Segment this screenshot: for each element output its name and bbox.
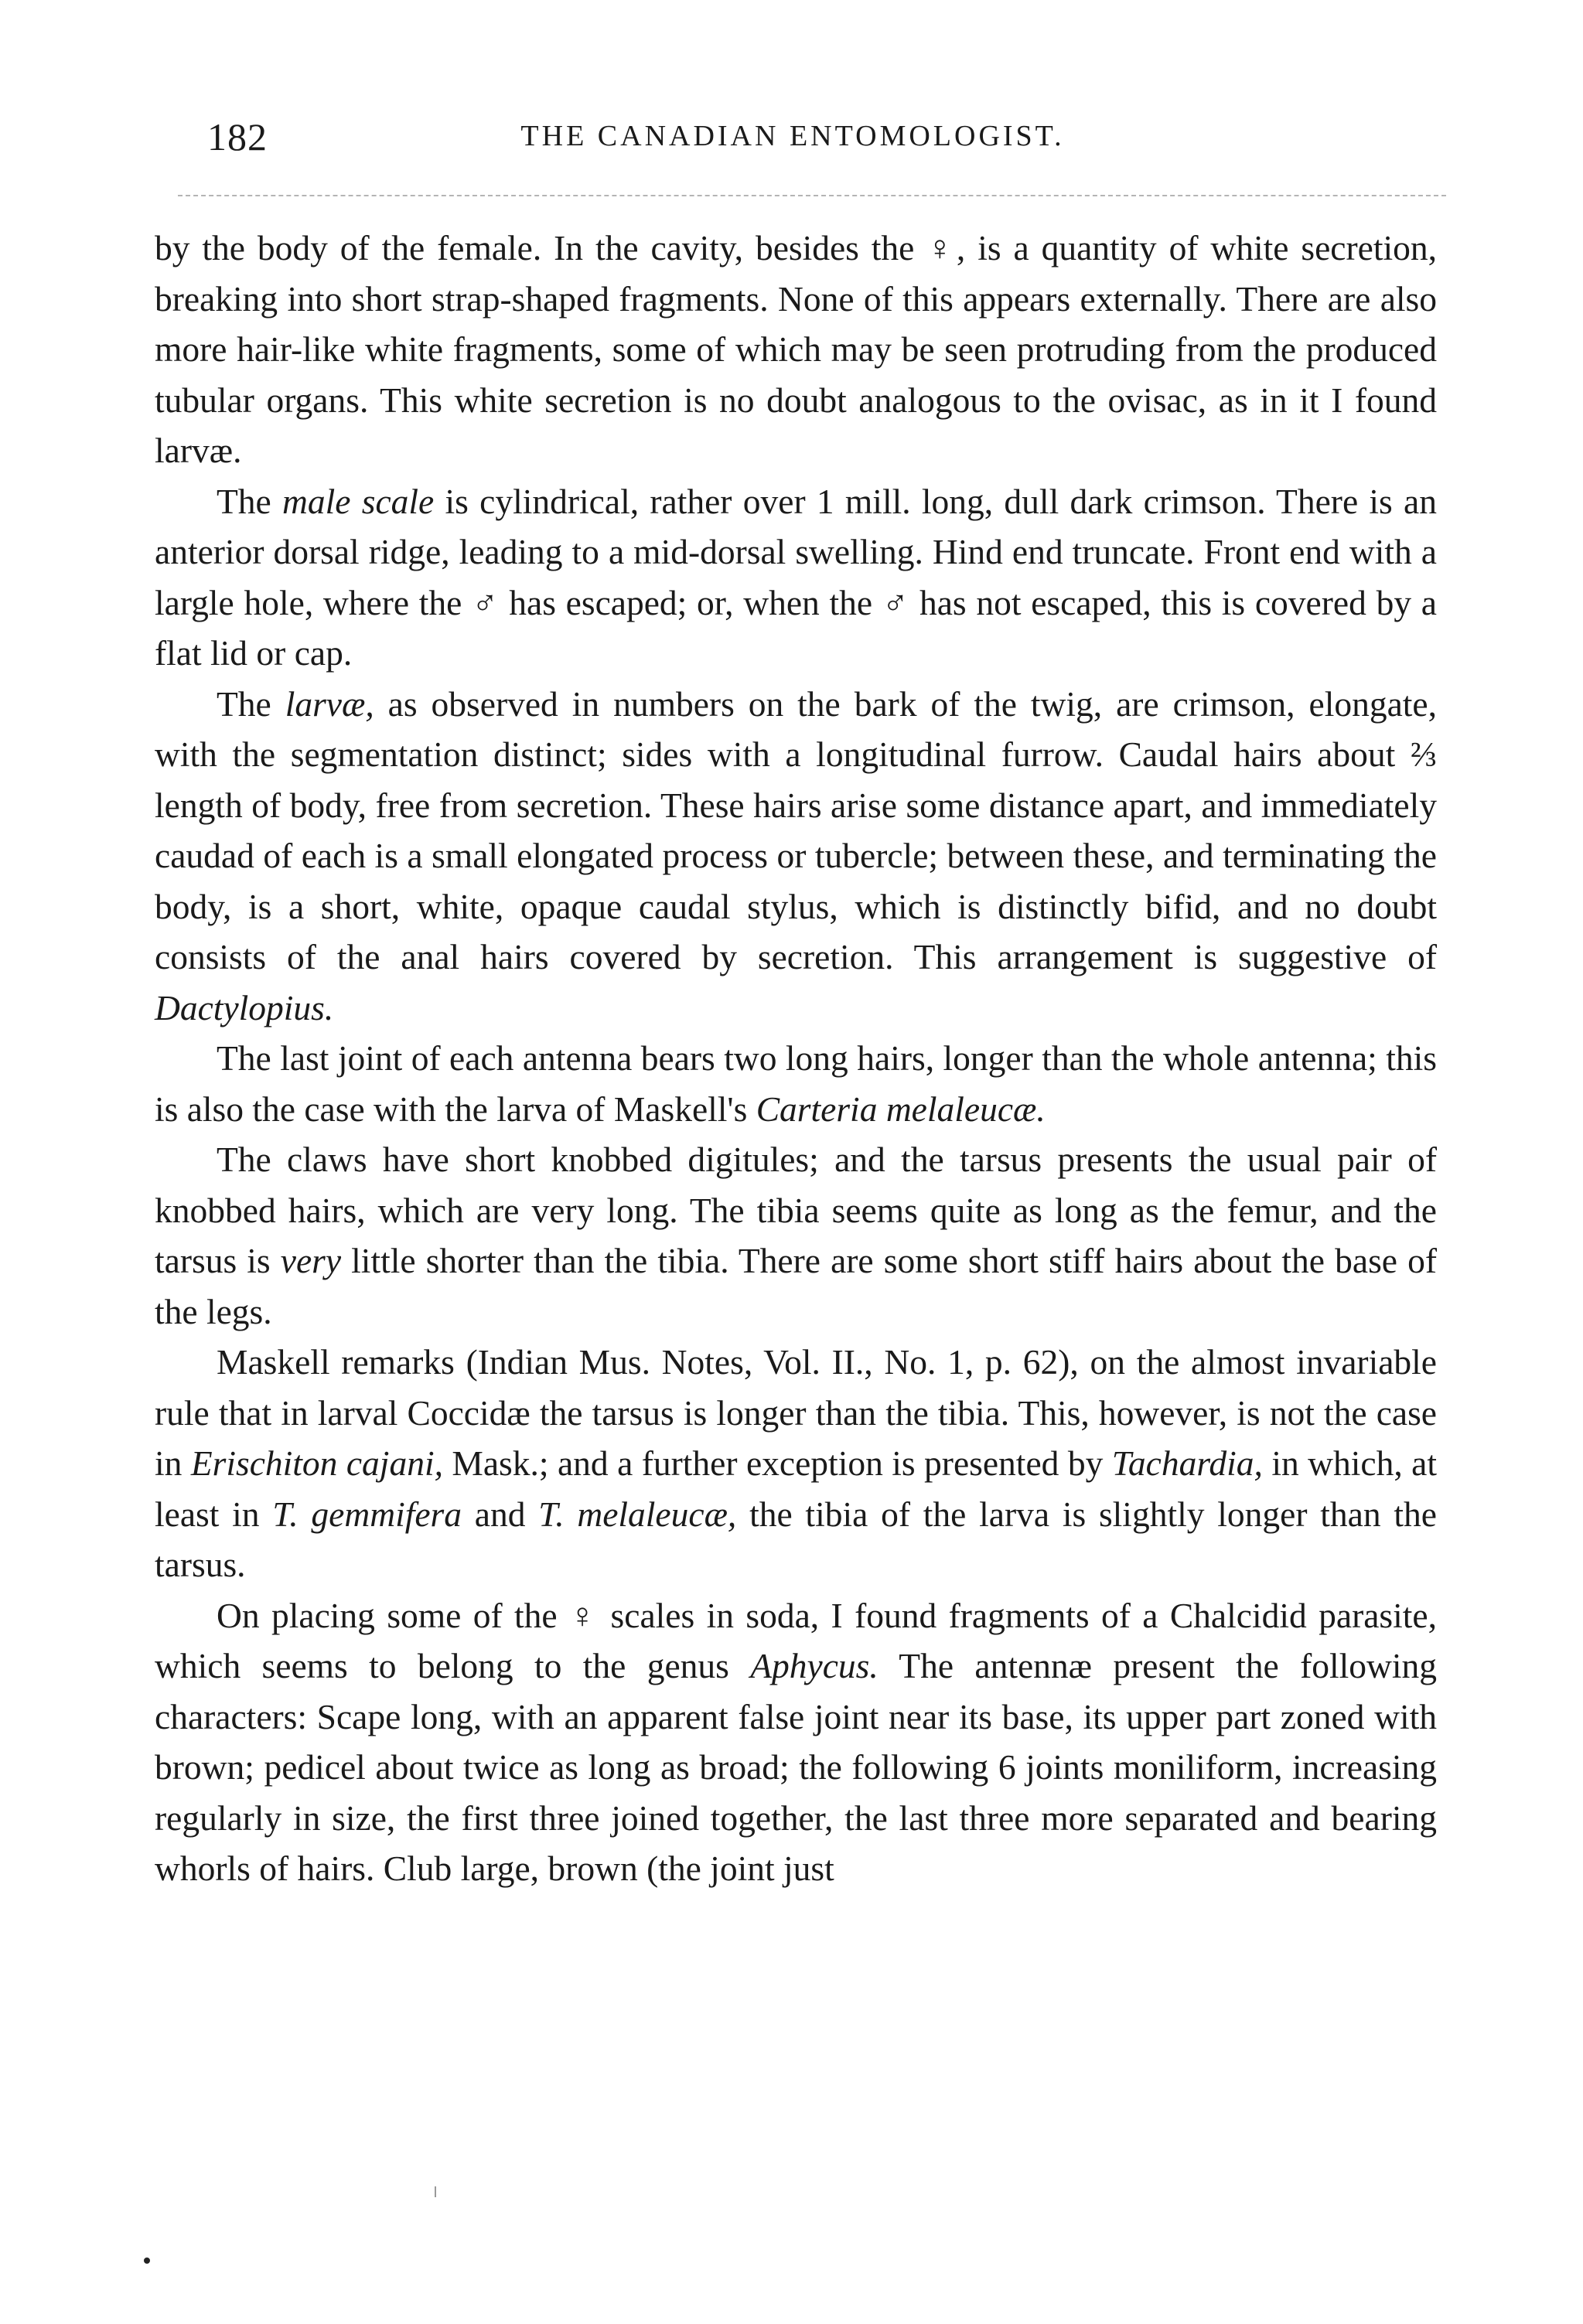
italic-text: T. melaleucæ, xyxy=(538,1494,737,1534)
text-run: little shorter than the tibia. There are some short stiff hairs about the base of the legs. xyxy=(155,1241,1437,1331)
paragraph xyxy=(155,1590,1437,1894)
running-head: THE CANADIAN ENTOMOLOGIST. xyxy=(520,120,1065,152)
print-speck xyxy=(144,2258,150,2264)
text-run: in which, at least in xyxy=(155,1443,1437,1534)
italic-text: Erischiton cajani, xyxy=(190,1443,443,1483)
paragraph xyxy=(155,1134,1437,1337)
italic-text: Tachardia, xyxy=(1111,1443,1263,1483)
text-run: is cylindrical, rather over 1 mill. long, dull dark crimson. There is an anterior dorsal ridge, leading to a mid-dorsal swelling. Hind end truncate. Front end with a largle hole, where the ♂ has escaped; or, when the ♂ has not escaped, this is covered by a flat lid or cap. xyxy=(155,481,1437,673)
paragraph xyxy=(155,1337,1437,1590)
body-text xyxy=(155,223,1437,1894)
page-number: 182 xyxy=(207,115,268,158)
paragraph xyxy=(155,1033,1437,1134)
text-run: by the body of the female. In the cavity, besides the ♀, is a quantity of white secretion, breaking into short strap-shaped fragments. None of this appears externally. There are also more hair-like white fragments, some of which may be seen protruding from the produced tubular organs. This white secretion is no doubt analogous to the ovisac, as in it I found larvæ. xyxy=(155,228,1437,470)
text-run: The last joint of each antenna bears two long hairs, longer than the whole antenna; this is also the case with the larva of Maskell's xyxy=(155,1038,1437,1129)
italic-text: T. gemmifera xyxy=(272,1494,462,1534)
italic-text: male scale xyxy=(282,481,435,521)
italic-text: Carteria melaleucæ. xyxy=(756,1089,1046,1129)
paragraph xyxy=(155,476,1437,679)
text-run: The claws have short knobbed digitules; and the tarsus presents the usual pair of knobbed hairs, which are very long. The tibia seems quite as long as the femur, and the tarsus is xyxy=(155,1140,1437,1280)
text-run: On placing some of the ♀ scales in soda, I found fragments of a Chalcidid parasite, which seems to belong to the genus xyxy=(155,1595,1437,1685)
paragraph xyxy=(155,679,1437,1034)
italic-text: larvæ, xyxy=(285,683,374,724)
text-run: as observed in numbers on the bark of the twig, are crimson, elongate, with the segmentation distinct; sides with a longitudinal furrow. Caudal hairs about ⅔ length of body, free from secretion. These hairs arise some distance apart, and immediately caudad of each is a small elongated process or tubercle; between these, and terminating the body, is a short, white, opaque caudal stylus, which is distinctly bifid, and no doubt consists of the anal hairs covered by secretion. This arrangement is suggestive of xyxy=(155,683,1438,976)
text-run: The antennæ present the following characters: Scape long, with an apparent false joint near its base, its upper part zoned with brown; pedicel about twice as long as broad; the following 6 joints moniliform, increasing regularly in size, the first three joined together, the last three more separated and bearing whorls of hairs. Club large, brown (the joint just xyxy=(155,1646,1437,1888)
text-run: Maskell remarks (Indian Mus. Notes, Vol. II., No. 1, p. 62), on the almost invariable rule that in larval Coccidæ the tarsus is longer than the tibia. This, however, is not the case in xyxy=(155,1342,1437,1483)
page-header xyxy=(155,114,1431,161)
italic-text: very xyxy=(280,1241,342,1280)
italic-text: Aphycus. xyxy=(750,1646,878,1685)
text-run: The xyxy=(217,683,285,724)
text-run: and xyxy=(462,1494,539,1534)
print-speck xyxy=(435,2186,436,2197)
text-run: the tibia of the larva is slightly longer than the tarsus. xyxy=(155,1494,1437,1584)
text-run: The xyxy=(217,481,283,521)
italic-text: Dactylopius. xyxy=(155,987,334,1027)
paragraph xyxy=(155,223,1437,476)
header-rule xyxy=(178,195,1446,196)
text-run: Mask.; and a further exception is presented by xyxy=(442,1443,1112,1483)
